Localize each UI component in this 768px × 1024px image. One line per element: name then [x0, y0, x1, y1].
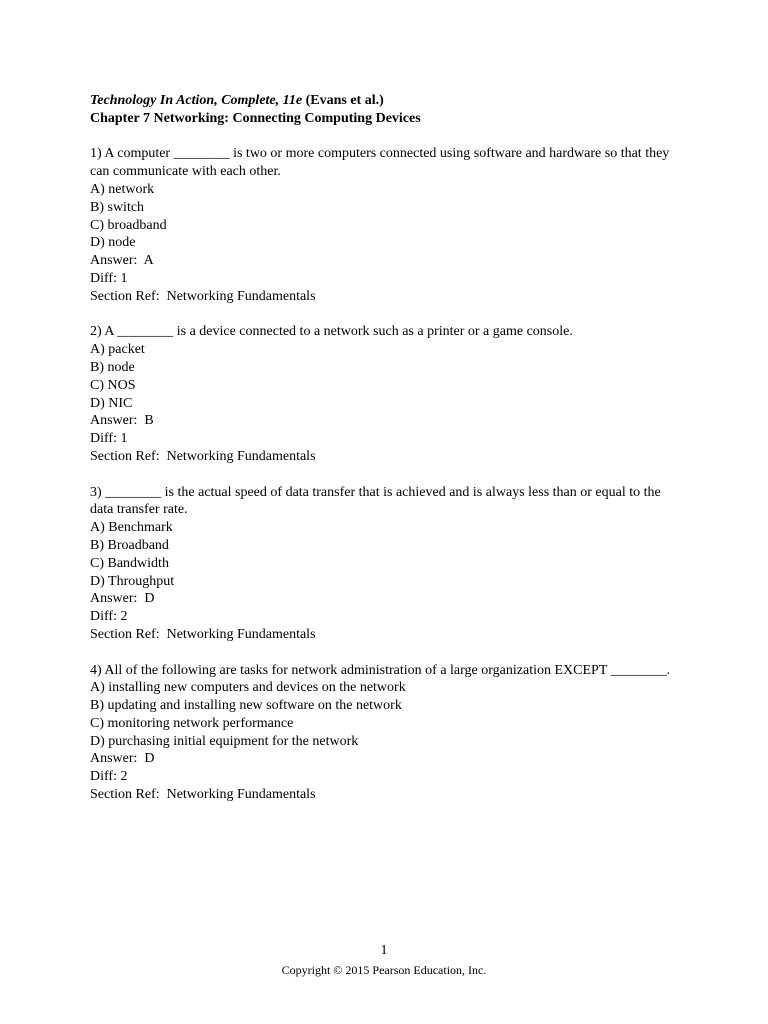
question-2 [90, 323, 680, 465]
difficulty-line: Diff: 2 [90, 609, 128, 625]
option-c: C) broadband [90, 217, 167, 233]
difficulty-line: Diff: 2 [90, 769, 128, 785]
difficulty-line: Diff: 1 [90, 431, 128, 447]
section-ref-line: Section Ref: Networking Fundamentals [90, 288, 316, 304]
answer-line: Answer: B [90, 413, 154, 429]
answer-line: Answer: A [90, 253, 154, 269]
question-1 [90, 145, 680, 305]
question-stem: 4) All of the following are tasks for network administration of a large organization EXCEPT ________. [90, 662, 671, 678]
option-b: B) Broadband [90, 537, 169, 553]
option-a: A) Benchmark [90, 520, 173, 536]
option-c: C) Bandwidth [90, 555, 169, 571]
answer-line: Answer: D [90, 751, 155, 767]
section-ref-line: Section Ref: Networking Fundamentals [90, 448, 316, 464]
option-c: C) NOS [90, 377, 136, 393]
book-title: Technology In Action, Complete, 11e [90, 93, 303, 108]
section-ref-line: Section Ref: Networking Fundamentals [90, 626, 316, 642]
option-c: C) monitoring network performance [90, 715, 294, 731]
section-ref-line: Section Ref: Networking Fundamentals [90, 787, 316, 803]
question-stem: 2) A ________ is a device connected to a network such as a printer or a game console. [90, 324, 573, 340]
option-d: D) purchasing initial equipment for the network [90, 733, 359, 749]
option-a: A) installing new computers and devices on the network [90, 680, 406, 696]
page-number: 1 [380, 943, 388, 958]
question-4 [90, 662, 680, 804]
chapter-title: Chapter 7 Networking: Connecting Computing Devices [90, 110, 421, 126]
option-a: A) network [90, 181, 155, 197]
difficulty-line: Diff: 1 [90, 270, 128, 286]
answer-line: Answer: D [90, 591, 155, 607]
question-stem: 1) A computer ________ is two or more computers connected using software and hardware so that they can communicate with each other. [90, 146, 673, 180]
book-authors: (Evans et al.) [302, 93, 384, 108]
option-d: D) node [90, 235, 136, 251]
copyright-notice: Copyright © 2015 Pearson Education, Inc. [281, 963, 487, 977]
book-citation [90, 92, 680, 110]
question-3 [90, 484, 680, 644]
option-b: B) switch [90, 199, 145, 215]
question-stem: 3) ________ is the actual speed of data transfer that is achieved and is always less than or equal to the data transfer rate. [90, 484, 665, 518]
document-header [90, 92, 680, 128]
option-a: A) packet [90, 342, 145, 358]
option-b: B) node [90, 359, 135, 375]
page-content [90, 92, 680, 822]
option-d: D) Throughput [90, 573, 175, 589]
option-b: B) updating and installing new software on the network [90, 698, 402, 714]
option-d: D) NIC [90, 395, 133, 411]
